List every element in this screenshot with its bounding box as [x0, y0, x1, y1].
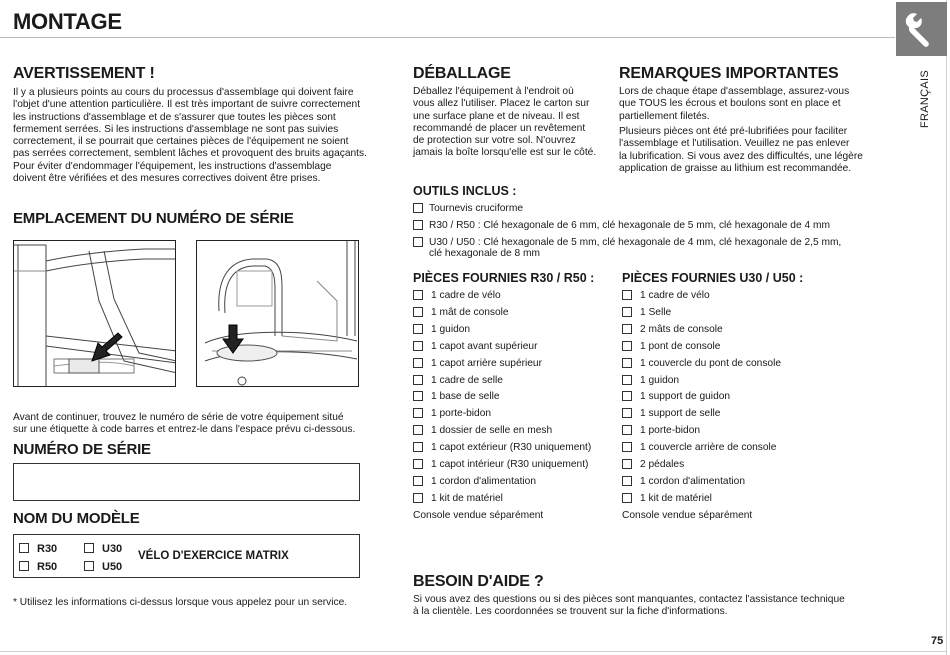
- wrench-icon: [896, 2, 947, 56]
- product-name: VÉLO D'EXERCICE MATRIX: [138, 550, 289, 562]
- serial-location-caption: [13, 412, 355, 437]
- part-label: 1 porte-bidon: [640, 425, 701, 437]
- tool-item-continued: clé hexagonale de 8 mm: [429, 248, 540, 259]
- page-edge-bottom: [0, 651, 946, 652]
- tools-title: OUTILS INCLUS :: [413, 184, 517, 198]
- checkbox[interactable]: [622, 391, 632, 401]
- serial-location-image-left: [13, 240, 176, 387]
- part-label: 1 capot extérieur (R30 uniquement): [431, 442, 592, 454]
- unpacking-line: Déballez l'équipement à l'endroit où: [413, 86, 574, 97]
- serial-location-image-right: [196, 240, 359, 387]
- parts-u-title: PIÈCES FOURNIES U30 / U50 :: [622, 271, 804, 285]
- checkbox[interactable]: [413, 459, 423, 469]
- remarks-line: Lors de chaque étape d'assemblage, assurez-vous: [619, 86, 850, 97]
- warning-line: Pour éviter d'endommager l'équipement, les instructions d'assemblage: [13, 160, 332, 172]
- model-name-title: NOM DU MODÈLE: [13, 510, 140, 527]
- checkbox[interactable]: [622, 358, 632, 368]
- serial-location-title: EMPLACEMENT DU NUMÉRO DE SÉRIE: [13, 210, 294, 227]
- warning-text: [13, 87, 367, 185]
- checkbox[interactable]: [622, 442, 632, 452]
- checkbox[interactable]: [622, 425, 632, 435]
- section-tab: [896, 2, 947, 56]
- serial-number-field[interactable]: [13, 463, 360, 501]
- remarks-para1: [619, 86, 849, 123]
- part-label: 1 pont de console: [640, 340, 721, 352]
- checkbox[interactable]: [622, 324, 632, 334]
- warning-line: Il y a plusieurs points au cours du processus d'assemblage qui doivent faire: [13, 87, 354, 98]
- arrow-icon: [92, 333, 122, 361]
- checkbox[interactable]: [413, 307, 423, 317]
- service-note: * Utilisez les informations ci-dessus lorsque vous appelez pour un service.: [13, 597, 348, 608]
- part-label: 1 couvercle arrière de console: [640, 442, 777, 454]
- remarks-line: que TOUS les écrous et boulons sont en place et: [619, 98, 841, 110]
- unpacking-line: jamais la boîte lorsqu'elle est sur le côté.: [413, 147, 597, 159]
- parts-r-footer: Console vendue séparément: [413, 510, 544, 521]
- remarks-line: Plusieurs pièces ont été pré-lubrifiées pour faciliter: [619, 126, 848, 137]
- warning-line: pas serrées correctement, semblent lâches et provoquent des bruits agaçants.: [13, 148, 367, 160]
- checkbox[interactable]: [622, 459, 632, 469]
- checkbox[interactable]: [622, 493, 632, 503]
- part-label: 2 pédales: [640, 459, 685, 470]
- unpacking-title: DÉBALLAGE: [413, 65, 511, 82]
- language-label: FRANÇAIS: [919, 69, 931, 128]
- part-label: 1 capot intérieur (R30 uniquement): [431, 459, 589, 470]
- checkbox[interactable]: [413, 391, 423, 401]
- part-label: 1 mât de console: [431, 306, 509, 318]
- warning-line: les instructions d'assemblage et de s'assurer que toutes les pièces sont: [13, 111, 336, 123]
- warning-line: doivent être vérifiées et des mesures correctives doivent être prises.: [13, 173, 321, 185]
- part-label: 1 Selle: [640, 306, 672, 318]
- checkbox[interactable]: [413, 324, 423, 334]
- remarks-line: partiellement filetés.: [619, 110, 710, 122]
- parts-u-footer: Console vendue séparément: [622, 510, 753, 521]
- part-label: 1 capot arrière supérieur: [431, 357, 542, 369]
- checkbox[interactable]: [413, 493, 423, 503]
- serial-number-title: NUMÉRO DE SÉRIE: [13, 441, 151, 458]
- unpacking-line: une surface plane et de niveau. Il est: [413, 110, 580, 122]
- page-edge-right: [946, 0, 947, 655]
- checkbox[interactable]: [413, 237, 423, 247]
- checkbox[interactable]: [622, 476, 632, 486]
- checkbox[interactable]: [622, 375, 632, 385]
- part-label: 1 base de selle: [431, 391, 500, 403]
- caption-line: sur une étiquette à code barres et entrez-le dans l'espace prévu ci-dessous.: [13, 424, 356, 436]
- model-name-box: R30 U30 R50 U50 VÉLO D'EXERCICE MATRIX: [13, 534, 360, 578]
- part-label: 1 capot avant supérieur: [431, 340, 538, 352]
- help-line: à la clientèle. Les coordonnées se trouvent sur la fiche d'informations.: [413, 606, 728, 618]
- checkbox[interactable]: [413, 220, 423, 230]
- checkbox[interactable]: [19, 561, 29, 571]
- remarks-line: application de graisse au lithium est recommandée.: [619, 162, 852, 174]
- checkbox[interactable]: [413, 341, 423, 351]
- checkbox[interactable]: [413, 425, 423, 435]
- help-title: BESOIN D'AIDE ?: [413, 573, 544, 590]
- part-label: 1 cordon d'alimentation: [640, 475, 746, 487]
- part-label: 1 guidon: [431, 323, 471, 335]
- unpacking-line: vous allez l'utiliser. Placez le carton sur: [413, 98, 590, 110]
- help-text: [413, 594, 845, 619]
- checkbox[interactable]: [84, 561, 94, 571]
- remarks-line: l'assemblage et l'utilisation. Veuillez ne pas enlever: [619, 138, 850, 150]
- part-label: 1 kit de matériel: [640, 492, 712, 504]
- page-number: 75: [931, 635, 944, 647]
- checkbox[interactable]: [622, 408, 632, 418]
- part-label: 1 dossier de selle en mesh: [431, 425, 553, 437]
- checkbox[interactable]: [622, 290, 632, 300]
- language-tab: [915, 68, 939, 138]
- remarks-para2: [619, 126, 863, 175]
- checkbox[interactable]: [413, 442, 423, 452]
- unpacking-line: recommandé de placer un revêtement: [413, 122, 586, 134]
- part-label: 1 guidon: [640, 374, 680, 386]
- checkbox[interactable]: [413, 203, 423, 213]
- unpacking-line: de protection sur votre sol. N'ouvrez: [413, 135, 576, 147]
- parts-r-title: PIÈCES FOURNIES R30 / R50 :: [413, 271, 595, 285]
- remarks-line: la lubrification. Si vous avez des difficultés, une légère: [619, 150, 863, 162]
- unpacking-text: [413, 86, 596, 160]
- remarks-title: REMARQUES IMPORTANTES: [619, 65, 839, 82]
- part-label: 1 cadre de selle: [431, 374, 503, 386]
- part-label: 1 kit de matériel: [431, 492, 503, 504]
- checkbox[interactable]: [413, 375, 423, 385]
- checkbox[interactable]: [413, 358, 423, 368]
- part-label: 1 cadre de vélo: [431, 290, 501, 301]
- warning-title: AVERTISSEMENT !: [13, 65, 155, 82]
- help-line: Si vous avez des questions ou si des pièces sont manquantes, contactez l'assistance technique: [413, 594, 845, 605]
- checkbox[interactable]: [84, 543, 94, 553]
- caption-line: Avant de continuer, trouvez le numéro de série de votre équipement situé: [13, 412, 344, 423]
- part-label: 2 mâts de console: [640, 323, 723, 335]
- checkbox[interactable]: [413, 408, 423, 418]
- part-label: 1 porte-bidon: [431, 408, 492, 420]
- checkbox[interactable]: [413, 476, 423, 486]
- checkbox[interactable]: [622, 341, 632, 351]
- header-rule: [0, 37, 895, 38]
- page-title: MONTAGE: [13, 9, 122, 34]
- part-label: 1 cordon d'alimentation: [431, 475, 537, 487]
- part-label: 1 cadre de vélo: [640, 290, 710, 301]
- checkbox[interactable]: [622, 307, 632, 317]
- warning-line: l'objet d'une attention particulière. Il est très important de suivre correctement: [13, 99, 361, 111]
- part-label: 1 support de selle: [640, 408, 721, 420]
- checkbox[interactable]: [19, 543, 29, 553]
- warning-line: correctement, il se pourrait que certaines pièces de l'équipement ne soient: [13, 136, 349, 148]
- part-label: 1 couvercle du pont de console: [640, 357, 782, 369]
- part-label: 1 support de guidon: [640, 391, 731, 403]
- checkbox[interactable]: [413, 290, 423, 300]
- warning-line: fermement serrées. Si les instructions d'assemblage ne sont pas suivies: [13, 123, 339, 135]
